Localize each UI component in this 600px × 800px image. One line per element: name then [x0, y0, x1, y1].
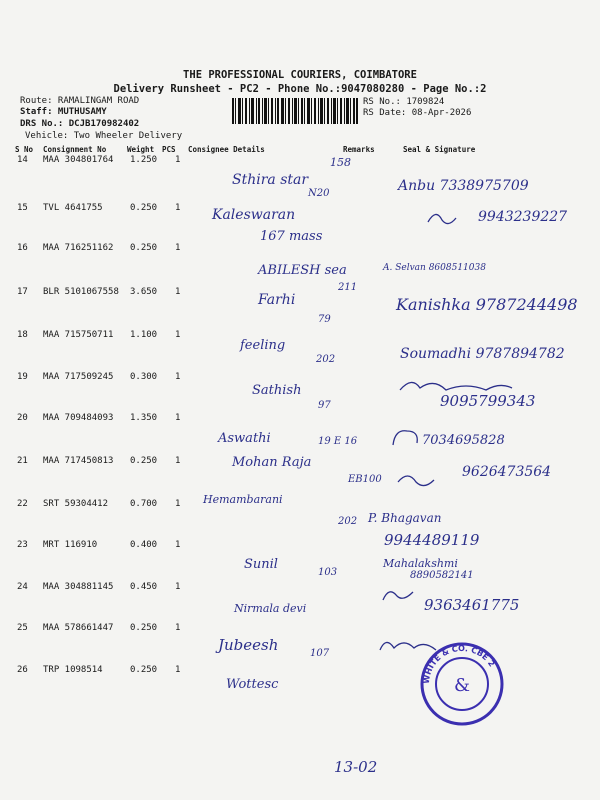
hw-r15-phone: 9943239227 [478, 209, 568, 225]
col-details: Consignee Details [188, 145, 265, 154]
row-sno: 25 [17, 623, 28, 633]
row-sno: 18 [17, 330, 28, 340]
drs-label: DRS No.: DCJB170982402 [20, 119, 140, 129]
hw-r22-phone: P. Bhagavan [368, 511, 442, 525]
hw-r15-door: 167 mass [260, 229, 323, 244]
rs-date: RS Date: 08-Apr-2026 [363, 108, 472, 118]
hw-r16-door: 211 [338, 282, 358, 293]
col-remarks: Remarks [343, 145, 375, 154]
hw-r26-name: Wottesc [226, 677, 279, 692]
hw-r17-phone: Kanishka 9787244498 [396, 295, 578, 314]
row-sno: 21 [17, 456, 28, 466]
staff-label: Staff: MUTHUSAMY [20, 107, 107, 117]
hw-r18-door: 202 [316, 354, 336, 365]
row-pcs: 1 [175, 540, 181, 550]
row-cn: SRT 59304412 [43, 499, 109, 509]
col-weight: Weight [127, 145, 155, 154]
row-sno: 19 [17, 372, 28, 382]
row-cn: BLR 5101067558 [43, 287, 119, 297]
row-cn: MAA 578661447 [43, 623, 114, 633]
row-weight: 0.250 [130, 456, 158, 466]
row-weight: 0.250 [130, 665, 158, 675]
col-pcs: PCS [162, 145, 176, 154]
row-sno: 22 [17, 499, 28, 509]
hw-r14-num: 158 [330, 156, 351, 169]
row-pcs: 1 [175, 287, 181, 297]
hw-r18-phone: Soumadhi 9787894782 [400, 346, 565, 362]
svg-text:&: & [453, 675, 471, 696]
row-weight: 1.350 [130, 413, 158, 423]
row-weight: 3.650 [130, 287, 158, 297]
row-sno: 15 [17, 203, 28, 213]
hw-r23-door: 103 [318, 567, 338, 578]
row-cn: MAA 304801764 [43, 155, 114, 165]
row-sno: 20 [17, 413, 28, 423]
company-seal-stamp [418, 640, 506, 728]
row-pcs: 1 [175, 499, 181, 509]
row-weight: 0.700 [130, 499, 158, 509]
hw-r20-sign [393, 431, 417, 445]
row-sno: 23 [17, 540, 28, 550]
hw-r17-door: 79 [318, 314, 331, 325]
row-pcs: 1 [175, 456, 181, 466]
row-cn: MAA 709484093 [43, 413, 114, 423]
col-consignment: Consignment No [43, 145, 107, 154]
row-weight: 0.250 [130, 623, 158, 633]
row-cn: TRP 1098514 [43, 665, 103, 675]
row-cn: TVL 4641755 [43, 203, 103, 213]
hw-r20-phone: 7034695828 [422, 433, 505, 448]
hw-r21-phone: 9626473564 [462, 464, 552, 480]
col-sno: S No [15, 145, 34, 154]
hw-r22-door: 202 [338, 516, 358, 527]
row-pcs: 1 [175, 155, 181, 165]
hw-r20-name: Aswathi [218, 431, 271, 446]
row-pcs: 1 [175, 665, 181, 675]
row-sno: 14 [17, 155, 28, 165]
hw-r18-name: feeling [240, 338, 286, 353]
hw-r25-name: Jubeesh [218, 636, 279, 654]
col-seal: Seal & Signature [403, 145, 476, 154]
vehicle-label: Vehicle: Two Wheeler Delivery [25, 131, 183, 141]
hw-r21-door: EB100 [348, 474, 382, 485]
row-sno: 24 [17, 582, 28, 592]
row-cn: MAA 304881145 [43, 582, 114, 592]
row-weight: 0.250 [130, 203, 158, 213]
route-label: Route: RAMALINGAM ROAD [20, 96, 140, 106]
hw-footer: 13-02 [334, 758, 378, 776]
row-weight: 0.300 [130, 372, 158, 382]
hw-r19-sign [400, 382, 512, 390]
hw-r14-phone: Anbu 7338975709 [398, 178, 529, 194]
hw-r19-name: Sathish [252, 383, 302, 398]
row-weight: 0.450 [130, 582, 158, 592]
row-weight: 0.400 [130, 540, 158, 550]
hw-r19-door: 97 [318, 400, 331, 411]
row-sno: 17 [17, 287, 28, 297]
row-pcs: 1 [175, 413, 181, 423]
hw-r24-phone: 9363461775 [424, 596, 520, 614]
hw-r16-name: ABILESH sea [258, 263, 347, 278]
hw-r22-name: Hemambarani [203, 493, 283, 506]
hw-r14-name: Sthira star [232, 172, 309, 188]
hw-r23-phone2: 8890582141 [410, 570, 474, 581]
hw-r21-name: Mohan Raja [232, 455, 312, 470]
hw-r17-name: Farhi [258, 292, 296, 308]
company-title: THE PROFESSIONAL COURIERS, COIMBATORE [183, 69, 417, 81]
row-weight: 0.250 [130, 243, 158, 253]
hw-r23-phone: Mahalakshmi [383, 557, 458, 570]
hw-r16-phone: A. Selvan 8608511038 [383, 263, 486, 273]
row-sno: 26 [17, 665, 28, 675]
hw-r20-door: 19 E 16 [318, 436, 358, 447]
hw-r25-door: 107 [310, 648, 330, 659]
row-pcs: 1 [175, 372, 181, 382]
row-cn: MAA 715750711 [43, 330, 114, 340]
rs-number: RS No.: 1709824 [363, 97, 445, 107]
hw-r14-door: N20 [308, 188, 330, 199]
row-cn: MRT 116910 [43, 540, 98, 550]
row-pcs: 1 [175, 243, 181, 253]
runsheet-subtitle: Delivery Runsheet - PC2 - Phone No.:9047080280 - Page No.:2 [113, 83, 487, 95]
hw-r15-name: Kaleswaran [212, 207, 296, 223]
row-cn: MAA 716251162 [43, 243, 114, 253]
hw-r22-phone2: 9944489119 [384, 531, 480, 549]
stamp-text: WHITE & CO. CBE 2 [421, 643, 497, 685]
hw-r15-sign [428, 214, 456, 223]
row-pcs: 1 [175, 330, 181, 340]
row-weight: 1.250 [130, 155, 158, 165]
row-cn: MAA 717509245 [43, 372, 114, 382]
row-cn: MAA 717450813 [43, 456, 114, 466]
row-pcs: 1 [175, 582, 181, 592]
row-pcs: 1 [175, 203, 181, 213]
hw-r24-name: Nirmala devi [234, 602, 307, 615]
hw-r19-phone: 9095799343 [440, 392, 536, 410]
hw-r21-sign [398, 476, 434, 486]
row-pcs: 1 [175, 623, 181, 633]
row-weight: 1.100 [130, 330, 158, 340]
row-sno: 16 [17, 243, 28, 253]
hw-r23-name: Sunil [244, 557, 278, 572]
